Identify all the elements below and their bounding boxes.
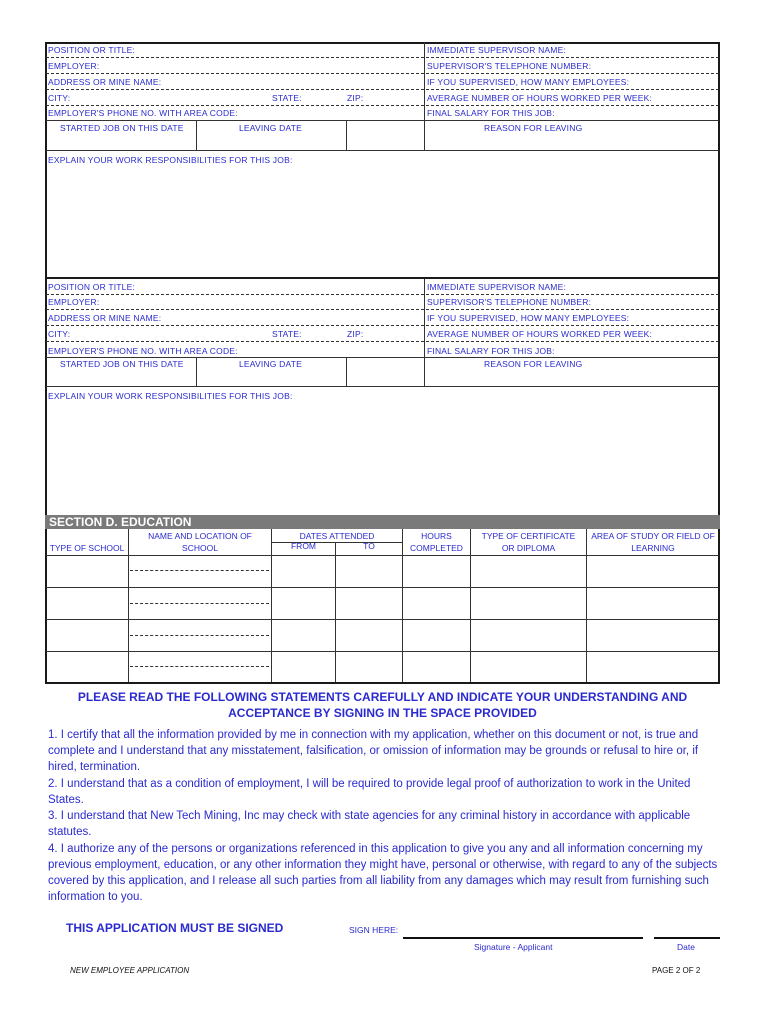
table-row — [46, 651, 719, 652]
supervisor-name-label: IMMEDIATE SUPERVISOR NAME: — [427, 282, 567, 292]
avg-hours-label: AVERAGE NUMBER OF HOURS WORKED PER WEEK: — [427, 93, 653, 103]
state-label: STATE: — [272, 93, 302, 103]
col-type-of-school: TYPE OF SCHOOL — [49, 543, 125, 553]
table-row — [46, 619, 719, 620]
statements-title-line1: PLEASE READ THE FOLLOWING STATEMENTS CAREFULLY AND INDICATE YOUR UNDERSTANDING AND — [77, 690, 688, 704]
col-dates-attended: DATES ATTENDED — [299, 531, 375, 541]
city-label: CITY: — [48, 329, 71, 339]
supervised-count-label: IF YOU SUPERVISED, HOW MANY EMPLOYEES: — [427, 313, 630, 323]
statement-4: 4. I authorize any of the persons or organizations referenced in this application to give you any and all information concerning my previous employment, education, or any other information they might have, personal or otherwise, with regard to any of the subjects covered by this application, and I release all such parties from all liability from any damages which may result from furnishing such information to you. — [48, 843, 718, 903]
statement-2: 2. I understand that as a condition of employment, I will be required to provide legal proof of authorization to work in the United States. — [48, 778, 691, 806]
reason-leaving-label: REASON FOR LEAVING — [484, 123, 583, 133]
statement-1: 1. I certify that all the information provided by me in connection with my application, whether on this document or not, is true and complete and I understand that any misstatement, falsification, or omission of information may be grounds or refusal to hire or, if hired, termination. — [48, 729, 699, 773]
address-label: ADDRESS OR MINE NAME: — [48, 313, 162, 323]
employer-phone-label: EMPLOYER'S PHONE NO. WITH AREA CODE: — [48, 346, 238, 356]
supervisor-name-label: IMMEDIATE SUPERVISOR NAME: — [427, 45, 567, 55]
signature-applicant-label: Signature - Applicant — [474, 942, 553, 952]
col-name-line1: NAME AND LOCATION OF — [148, 531, 252, 541]
reason-leaving-label: REASON FOR LEAVING — [484, 359, 583, 369]
employer-label: EMPLOYER: — [48, 61, 100, 71]
table-row — [46, 587, 719, 588]
final-salary-label: FINAL SALARY FOR THIS JOB: — [427, 346, 555, 356]
explain-label: EXPLAIN YOUR WORK RESPONSIBILITIES FOR THIS JOB: — [48, 391, 293, 401]
position-title-label: POSITION OR TITLE: — [48, 282, 136, 292]
employer-phone-label: EMPLOYER'S PHONE NO. WITH AREA CODE: — [48, 108, 238, 118]
footer-form-name: NEW EMPLOYEE APPLICATION — [70, 966, 190, 975]
state-label: STATE: — [272, 329, 302, 339]
must-sign-notice: THIS APPLICATION MUST BE SIGNED — [66, 921, 284, 935]
col-hours-line2: COMPLETED — [410, 543, 463, 553]
zip-label: ZIP: — [347, 93, 364, 103]
table-row — [46, 555, 719, 556]
col-area-line1: AREA OF STUDY OR FIELD OF — [591, 531, 715, 541]
leaving-date-label: LEAVING DATE — [239, 123, 303, 133]
date-label: Date — [677, 942, 695, 952]
date-line[interactable] — [654, 937, 720, 939]
supervisor-phone-label: SUPERVISOR'S TELEPHONE NUMBER: — [427, 297, 592, 307]
statement-3: 3. I understand that New Tech Mining, Inc may check with state agencies for any criminal history in accordance with applicable statutes. — [48, 810, 691, 838]
statements-title-line2: ACCEPTANCE BY SIGNING IN THE SPACE PROVIDED — [228, 706, 537, 720]
city-label: CITY: — [48, 93, 71, 103]
employer-label: EMPLOYER: — [48, 297, 100, 307]
final-salary-label: FINAL SALARY FOR THIS JOB: — [427, 108, 555, 118]
col-to: TO — [363, 541, 375, 551]
explain-label: EXPLAIN YOUR WORK RESPONSIBILITIES FOR THIS JOB: — [48, 155, 293, 165]
supervisor-phone-label: SUPERVISOR'S TELEPHONE NUMBER: — [427, 61, 592, 71]
position-title-label: POSITION OR TITLE: — [48, 45, 136, 55]
col-cert-line1: TYPE OF CERTIFICATE — [481, 531, 576, 541]
footer-page-number: PAGE 2 OF 2 — [652, 966, 701, 975]
col-hours-line1: HOURS — [421, 531, 452, 541]
started-job-label: STARTED JOB ON THIS DATE — [60, 359, 184, 369]
col-cert-line2: OR DIPLOMA — [501, 543, 556, 553]
leaving-date-label: LEAVING DATE — [239, 359, 303, 369]
avg-hours-label: AVERAGE NUMBER OF HOURS WORKED PER WEEK: — [427, 329, 653, 339]
zip-label: ZIP: — [347, 329, 364, 339]
education-section-header: SECTION D. EDUCATION — [45, 515, 720, 529]
col-from: FROM — [290, 541, 317, 551]
signature-line[interactable] — [403, 937, 643, 939]
started-job-label: STARTED JOB ON THIS DATE — [60, 123, 184, 133]
col-area-line2: LEARNING — [631, 543, 675, 553]
address-label: ADDRESS OR MINE NAME: — [48, 77, 162, 87]
sign-here-label: SIGN HERE: — [349, 925, 399, 935]
supervised-count-label: IF YOU SUPERVISED, HOW MANY EMPLOYEES: — [427, 77, 630, 87]
col-name-line2: SCHOOL — [182, 543, 218, 553]
